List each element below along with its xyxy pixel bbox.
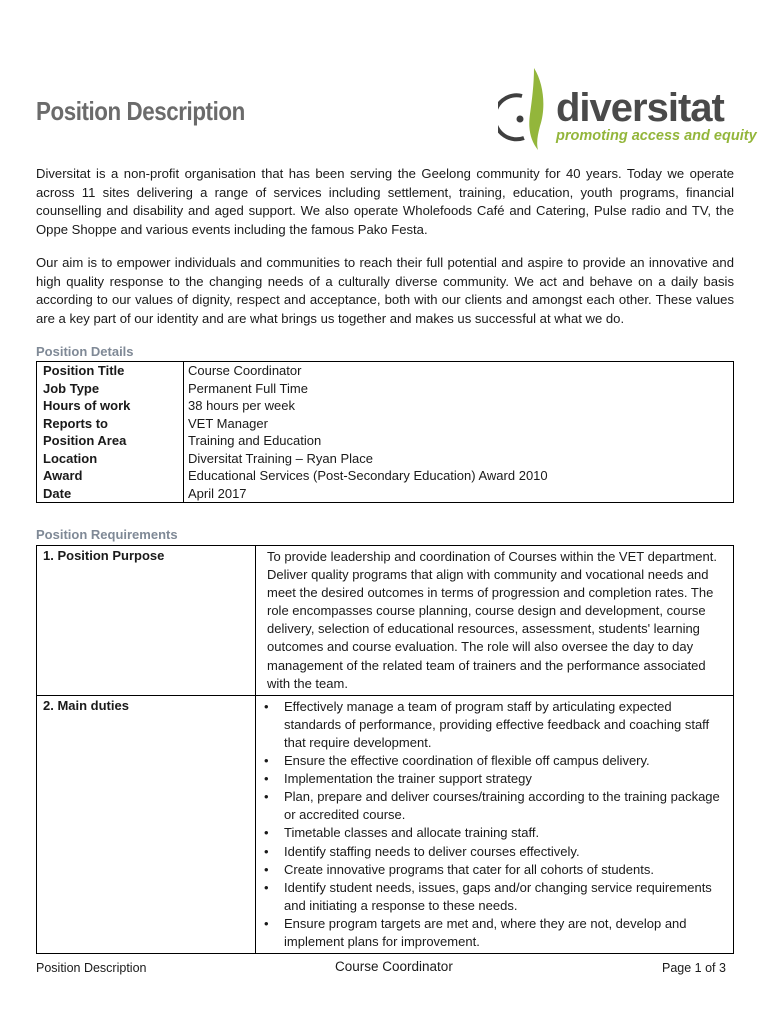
- list-item: • Identify student needs, issues, gaps and/or changing service requirements and initiating a response to these needs.: [262, 879, 725, 915]
- logo-mark-icon: [498, 64, 558, 154]
- position-purpose-text: To provide leadership and coordination of Courses within the VET department. Deliver quality programs that align with community and vocational needs and meet the desired outcomes in terms of progression and completion rates. The role encompasses course planning, course design and development, course delivery, selection of educational resources, assessment, students' learning outcomes and course evaluation. The role will also oversee the day to day management of the related team of trainers and the performance associated with the team.: [256, 546, 734, 696]
- footer-center: Course Coordinator: [335, 959, 453, 974]
- logo-wordmark: diversitat: [556, 86, 724, 130]
- main-duties-cell: [256, 695, 734, 953]
- position-details-heading: Position Details: [36, 344, 134, 359]
- table-row: [37, 695, 734, 953]
- list-item: • Plan, prepare and deliver courses/training according to the training package or accredited course.: [262, 788, 725, 824]
- detail-label: Award: [37, 467, 184, 485]
- detail-label: Location: [37, 450, 184, 468]
- table-row: [37, 546, 734, 696]
- position-purpose-label: 1. Position Purpose: [37, 546, 256, 696]
- table-row: [37, 415, 734, 433]
- detail-label: Job Type: [37, 380, 184, 398]
- detail-label: Reports to: [37, 415, 184, 433]
- intro-paragraph-1: Diversitat is a non-profit organisation that has been serving the Geelong community for 40 years. Today we operate across 11 sites delivering a range of services including settlement, training, education, youth programs, financial counselling and disability and aged support. We also operate Wholefoods Café and Catering, Pulse radio and TV, the Oppe Shoppe and various events including the famous Pako Festa.: [36, 166, 734, 237]
- detail-value: Educational Services (Post-Secondary Education) Award 2010: [188, 468, 548, 483]
- list-item: • Timetable classes and allocate training staff.: [262, 824, 725, 842]
- table-row: [37, 432, 734, 450]
- detail-label: Hours of work: [37, 397, 184, 415]
- position-details-table: [36, 361, 734, 503]
- list-item: • Ensure program targets are met and, where they are not, develop and implement plans for improvement.: [262, 915, 725, 951]
- position-requirements-heading: Position Requirements: [36, 527, 178, 542]
- table-row: [37, 362, 734, 380]
- detail-value: April 2017: [188, 485, 247, 501]
- logo-tagline: promoting access and equity: [556, 128, 757, 144]
- detail-label: Position Title: [37, 362, 184, 380]
- list-item: • Identify staffing needs to deliver courses effectively.: [262, 843, 725, 861]
- detail-label: Position Area: [37, 432, 184, 450]
- list-item: • Create innovative programs that cater for all cohorts of students.: [262, 861, 725, 879]
- diversitat-logo: [498, 64, 757, 154]
- footer-left: Position Description: [36, 961, 147, 975]
- position-requirements-table: [36, 545, 734, 954]
- detail-value: Training and Education: [188, 433, 322, 448]
- detail-value: Course Coordinator: [188, 363, 302, 378]
- footer-page-number: Page 1 of 3: [662, 961, 726, 975]
- intro-paragraph-2: Our aim is to empower individuals and communities to reach their full potential and aspire to provide an innovative and high quality response to the changing needs of a culturally diverse community. We act and behave on a daily basis according to our values of dignity, respect and acceptance, both with our clients and amongst each other. These values are a key part of our identity and are what brings us together and makes us successful at what we do.: [36, 255, 734, 326]
- table-row: [37, 380, 734, 398]
- detail-label: Date: [37, 485, 184, 503]
- list-item: • Ensure the effective coordination of flexible off campus delivery.: [262, 752, 725, 770]
- table-row: [37, 397, 734, 415]
- page-title: Position Description: [36, 96, 245, 126]
- main-duties-list: [262, 698, 725, 951]
- table-row: [37, 450, 734, 468]
- detail-value: Diversitat Training – Ryan Place: [188, 450, 373, 466]
- detail-value: Permanent Full Time: [188, 380, 308, 396]
- table-row: [37, 467, 734, 485]
- main-duties-label: 2. Main duties: [37, 695, 256, 953]
- list-item: • Implementation the trainer support strategy: [262, 770, 725, 788]
- detail-value: VET Manager: [188, 415, 268, 431]
- list-item: • Effectively manage a team of program staff by articulating expected standards of performance, providing effective feedback and coaching staff that require development.: [262, 698, 725, 752]
- detail-value: 38 hours per week: [188, 398, 295, 413]
- table-row: [37, 485, 734, 503]
